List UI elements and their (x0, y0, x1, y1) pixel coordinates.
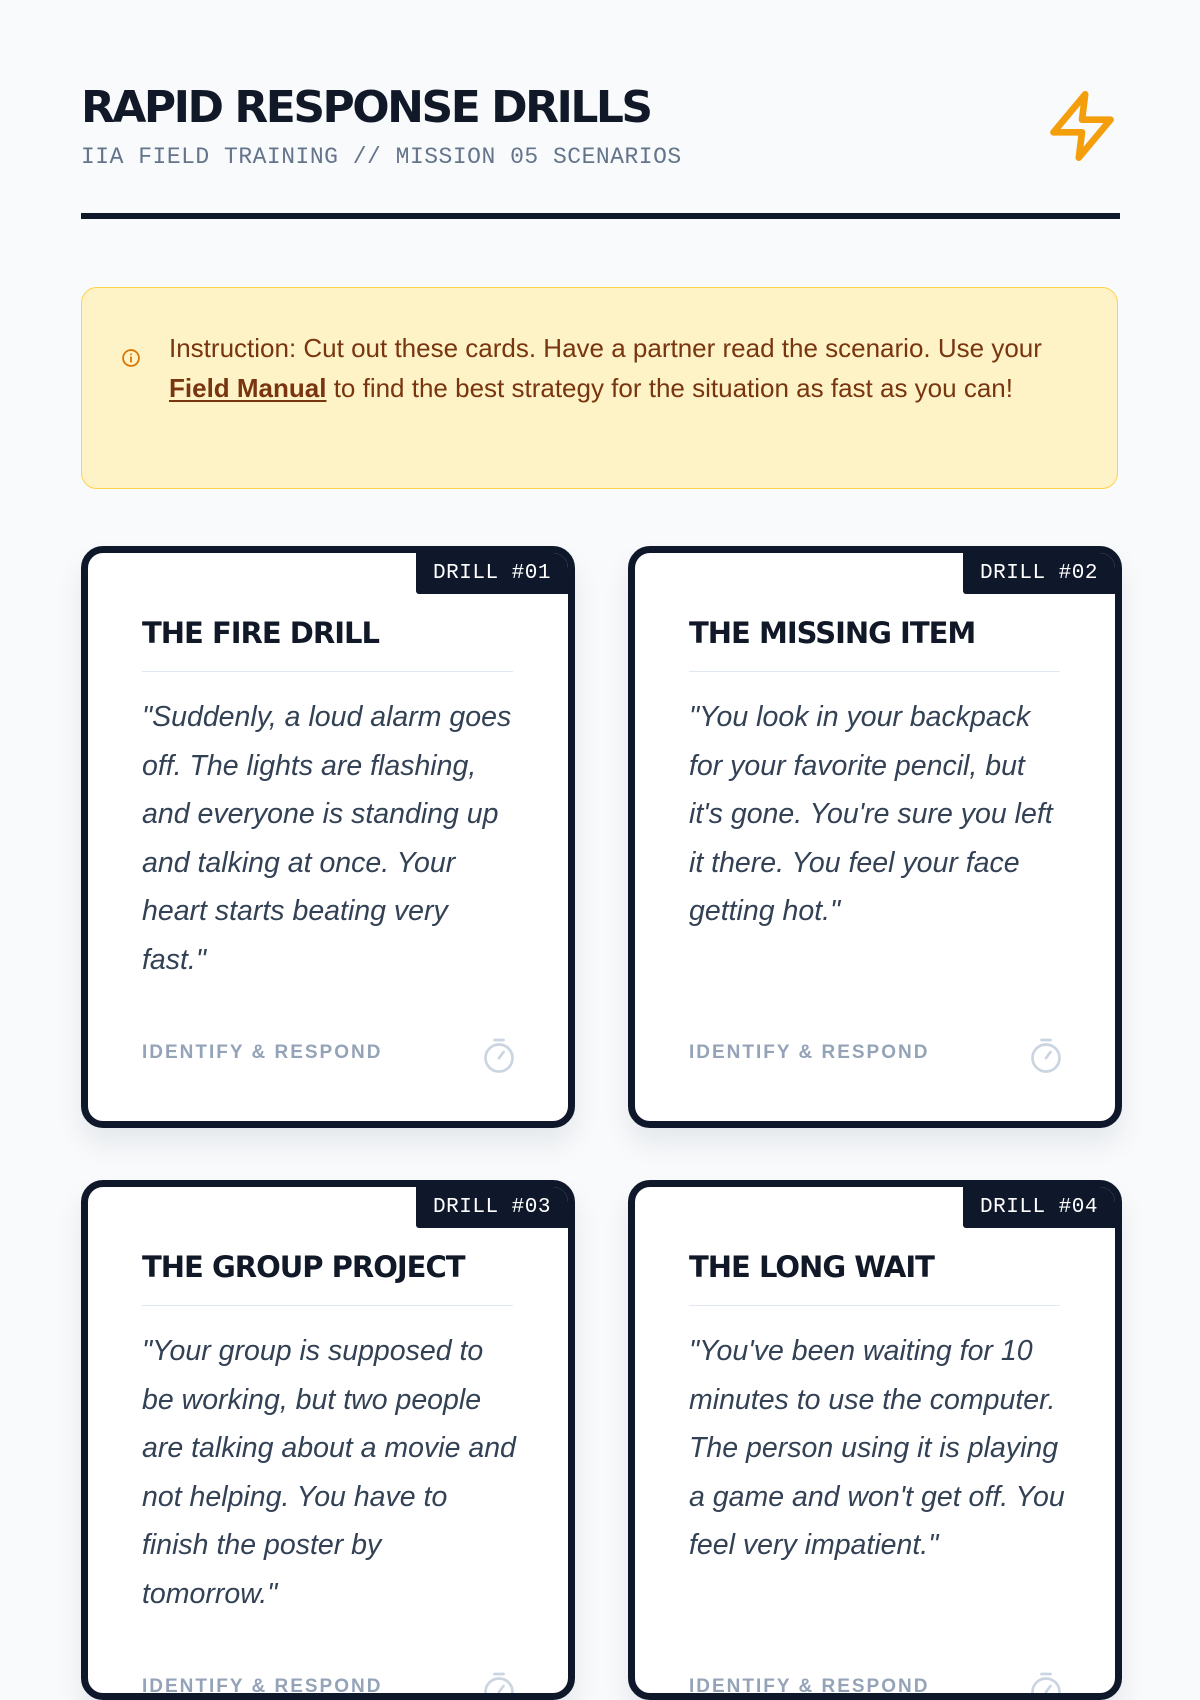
drill-scenario: "You look in your backpack for your favorite pencil, but it's gone. You're sure you left it there. You feel your face getting hot." (689, 693, 1065, 936)
info-icon (121, 348, 141, 368)
card-divider (689, 1305, 1060, 1306)
card-divider (689, 671, 1060, 672)
instruction-callout (81, 287, 1118, 489)
instruction-text (169, 328, 1079, 408)
drill-card-2 (628, 546, 1122, 1128)
drill-scenario: "Suddenly, a loud alarm goes off. The lights are flashing, and everyone is standing up and talking at once. Your heart starts beating very fast." (142, 693, 518, 984)
drill-scenario: "You've been waiting for 10 minutes to use the computer. The person using it is playing a game and won't get off. You feel very impatient." (689, 1327, 1065, 1570)
card-divider (142, 1305, 513, 1306)
drill-badge: DRILL #01 (416, 553, 568, 594)
drill-footer-label: IDENTIFY & RESPOND (689, 1041, 929, 1065)
drill-footer-label: IDENTIFY & RESPOND (142, 1041, 382, 1065)
card-footer (142, 1675, 517, 1700)
card-footer (142, 1041, 517, 1081)
drill-title: THE MISSING ITEM (689, 613, 975, 653)
drill-badge: DRILL #03 (416, 1187, 568, 1228)
page-header (81, 0, 1120, 222)
drill-card-4 (628, 1180, 1122, 1700)
stopwatch-icon (481, 1035, 517, 1075)
drill-badge: DRILL #04 (963, 1187, 1115, 1228)
instruction-text-end: to find the best strategy for the situation as fast as you can! (326, 373, 1013, 403)
drill-card-3 (81, 1180, 575, 1700)
page-subtitle: IIA FIELD TRAINING // MISSION 05 SCENARIOS (81, 142, 682, 172)
card-footer (689, 1675, 1064, 1700)
page-title: RAPID RESPONSE DRILLS (81, 80, 651, 136)
drill-title: THE FIRE DRILL (142, 613, 379, 653)
drill-card-1 (81, 546, 575, 1128)
drill-footer-label: IDENTIFY & RESPOND (142, 1675, 382, 1699)
field-manual-link[interactable]: Field Manual (169, 373, 326, 403)
card-divider (142, 671, 513, 672)
drill-sheet (81, 0, 1120, 222)
stopwatch-icon (481, 1669, 517, 1700)
drill-title: THE LONG WAIT (689, 1247, 934, 1287)
drill-scenario: "Your group is supposed to be working, but two people are talking about a movie and not helping. You have to finish the poster by tomorrow." (142, 1327, 518, 1618)
instruction-text-start: Instruction: Cut out these cards. Have a partner read the scenario. Use your (169, 333, 1042, 363)
stopwatch-icon (1028, 1035, 1064, 1075)
lightning-bolt-icon (1044, 86, 1120, 166)
drill-badge: DRILL #02 (963, 553, 1115, 594)
stopwatch-icon (1028, 1669, 1064, 1700)
drill-title: THE GROUP PROJECT (142, 1247, 465, 1287)
header-rule (81, 213, 1120, 219)
drill-footer-label: IDENTIFY & RESPOND (689, 1675, 929, 1699)
card-footer (689, 1041, 1064, 1081)
